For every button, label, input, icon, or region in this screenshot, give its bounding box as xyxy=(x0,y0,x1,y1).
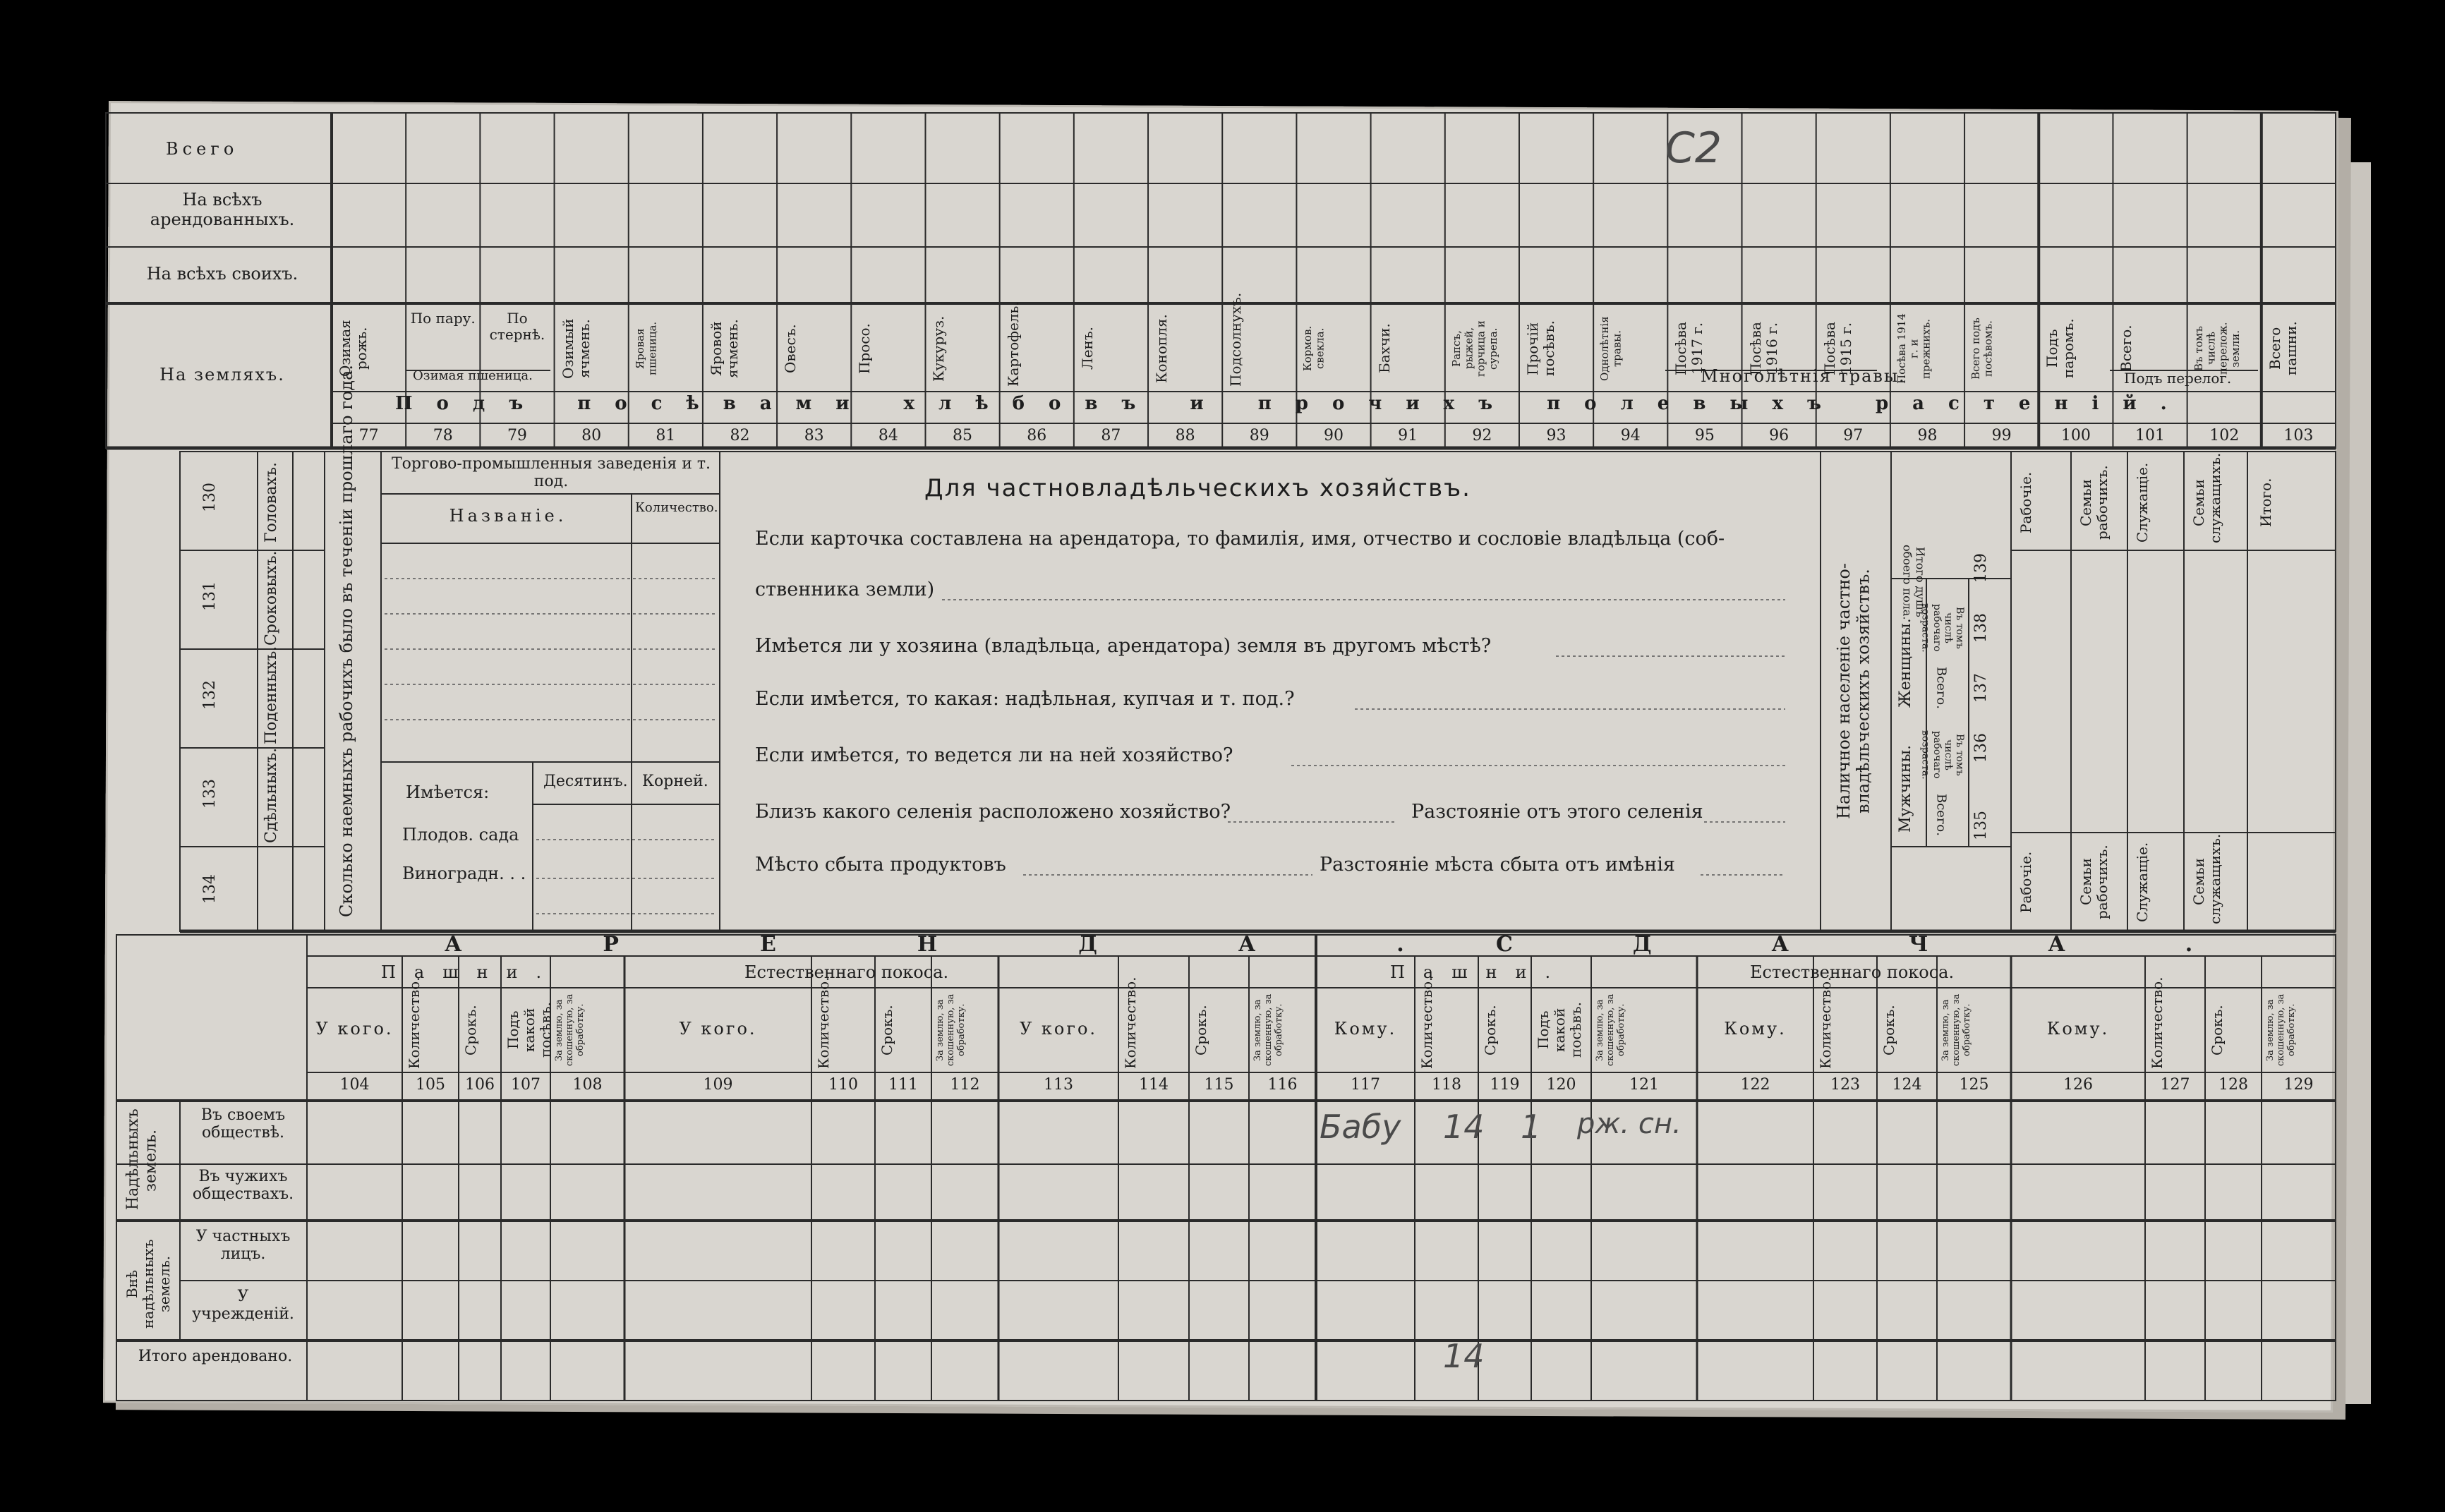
top-col-number: 77 xyxy=(358,427,379,444)
staff-col-top: Рабочіе. xyxy=(2017,471,2034,534)
question-other-land: Имѣется ли у хозяина (владѣльца, арендатора) земля въ другомъ мѣстѣ? xyxy=(755,635,1492,657)
bottom-col-header: За землю, за скошенную, за обработку. xyxy=(554,993,586,1067)
top-col-header: Посѣва 1917 г. xyxy=(1672,322,1706,375)
bottom-col-header: У кого. xyxy=(1019,1019,1098,1039)
top-col-number: 92 xyxy=(1472,427,1492,444)
hired-col-number: 131 xyxy=(201,581,219,611)
top-col-number: 85 xyxy=(953,427,973,444)
bottom-col-number: 104 xyxy=(339,1076,370,1094)
bottom-col-header: Кому. xyxy=(1334,1019,1397,1039)
allotment-lands-label: Надѣльныхъ земель. xyxy=(124,1108,160,1210)
population-number: 136 xyxy=(1972,733,1990,763)
bottom-col-number: 108 xyxy=(572,1076,603,1094)
top-col-number: 102 xyxy=(2209,427,2240,444)
staff-col-bottom: Семьи рабочихъ. xyxy=(2077,845,2111,919)
staff-col-top: Итого. xyxy=(2257,478,2274,528)
handwritten-komu: Бабу xyxy=(1320,1108,1401,1146)
bottom-col-number: 125 xyxy=(1959,1076,1989,1094)
perennial-grass-group: Многолѣтнія травы. xyxy=(1701,366,1906,386)
handwritten-quantity: 14 xyxy=(1443,1108,1485,1146)
top-col-number: 87 xyxy=(1101,427,1121,444)
question-village-distance: Разстояніе отъ этого селенія xyxy=(1411,801,1703,823)
trade-title: Торгово-промышленныя заведенія и т. под. xyxy=(391,455,711,491)
row-total-label: Всего xyxy=(166,139,239,159)
top-col-number: 99 xyxy=(1991,427,2012,444)
top-col-header: Ленъ. xyxy=(1078,327,1096,370)
bottom-col-number: 106 xyxy=(465,1076,495,1094)
top-col-number: 84 xyxy=(878,427,898,444)
bottom-col-number: 127 xyxy=(2160,1076,2190,1094)
bottom-col-number: 112 xyxy=(950,1076,980,1094)
hired-col-number: 132 xyxy=(201,680,219,710)
women-label: Женщины. xyxy=(1897,618,1914,708)
top-col-number: 100 xyxy=(2060,427,2091,444)
bottom-col-header: Кому. xyxy=(2046,1019,2110,1039)
top-col-header: Яровая пшеница. xyxy=(633,321,658,376)
top-col-number: 78 xyxy=(433,427,453,444)
total-both-sexes: Итого душъ обоего пола. xyxy=(1900,544,1927,620)
top-col-header: Всего пашни. xyxy=(2266,321,2300,376)
top-col-number: 97 xyxy=(1843,427,1864,444)
question-village: Близъ какого селенія расположено хозяйство? xyxy=(755,801,1231,823)
private-farms-heading: Для частновладѣльческихъ хозяйствъ. xyxy=(924,474,1471,502)
arenda-title: АРЕНДА. xyxy=(445,932,1545,957)
sowing-band: Подъ посѣвами хлѣбовъ и прочихъ полевыхъ растеній. xyxy=(395,393,2191,414)
sdacha-hay: Естественнаго покоса. xyxy=(1750,962,1955,982)
top-col-header: Всего подъ посѣвомъ. xyxy=(1969,317,1995,380)
bottom-col-number: 113 xyxy=(1044,1076,1073,1094)
bottom-col-header: Количество. xyxy=(815,976,832,1069)
women-total: Всего. xyxy=(1933,667,1949,709)
top-col-number: 82 xyxy=(730,427,750,444)
row-lands-label: На земляхъ. xyxy=(159,365,285,385)
bottom-col-number: 123 xyxy=(1830,1076,1860,1094)
top-col-header: Посѣва 1916 г. xyxy=(1746,322,1780,375)
top-col-number: 103 xyxy=(2283,427,2314,444)
bottom-col-header: Срокъ. xyxy=(1482,1005,1499,1056)
bottom-col-number: 115 xyxy=(1204,1076,1234,1094)
bottom-col-number: 121 xyxy=(1629,1076,1659,1094)
staff-col-top: Служащіе. xyxy=(2134,462,2151,543)
top-col-header: По стернѣ. xyxy=(489,310,545,343)
top-col-header: Бахчи. xyxy=(1375,323,1393,374)
fallow-group: Подъ перелог. xyxy=(2124,370,2232,387)
bottom-col-number: 129 xyxy=(2283,1076,2314,1094)
top-col-number: 88 xyxy=(1175,427,1195,444)
bottom-col-header: Срокъ. xyxy=(879,1005,895,1056)
top-col-header: Яровой ячмень. xyxy=(707,319,741,378)
hired-col-number: 130 xyxy=(201,483,219,512)
desyatin-header: Десятинъ. xyxy=(543,773,628,790)
bottom-col-header: У кого. xyxy=(315,1019,394,1039)
top-col-header: Однолѣтнія травы. xyxy=(1598,316,1624,381)
top-col-header: Подъ паромъ. xyxy=(2043,318,2077,379)
staff-col-bottom: Служащіе. xyxy=(2134,842,2151,922)
bottom-col-header: Подъ какой посѣвъ. xyxy=(505,1002,554,1058)
question-farming: Если имѣется, то ведется ли на ней хозяйство? xyxy=(755,744,1233,766)
hired-col-label: Сдѣльныхъ. xyxy=(262,747,280,843)
handwritten-crop: рж. сн. xyxy=(1577,1108,1682,1140)
bottom-col-header: Количество. xyxy=(1418,976,1435,1069)
top-col-number: 80 xyxy=(581,427,602,444)
top-col-number: 89 xyxy=(1249,427,1269,444)
top-col-number: 93 xyxy=(1546,427,1566,444)
hired-col-number: 134 xyxy=(201,874,219,904)
population-number: 139 xyxy=(1972,553,1990,583)
top-col-number: 94 xyxy=(1620,427,1641,444)
bottom-col-header: За землю, за скошенную, за обработку. xyxy=(2265,993,2297,1067)
top-col-header: Въ томъ числѣ перелож. земли. xyxy=(2192,322,2242,375)
question-market-distance: Разстояніе мѣста сбыта отъ имѣнія xyxy=(1320,854,1675,876)
bottom-col-header: У кого. xyxy=(679,1019,757,1039)
women-working-age: Въ томъ числѣ рабочаго возраста. xyxy=(1919,603,1965,653)
top-col-number: 90 xyxy=(1323,427,1344,444)
top-col-header: Кукуруз. xyxy=(930,315,948,382)
staff-col-top: Семьи рабочихъ. xyxy=(2077,465,2111,540)
handwritten-total: 14 xyxy=(1443,1337,1485,1375)
bottom-col-number: 126 xyxy=(2063,1076,2093,1094)
population-number: 137 xyxy=(1972,673,1990,703)
bottom-col-header: За землю, за скошенную, за обработку. xyxy=(1252,993,1284,1067)
top-col-header: Посѣва 1915 г. xyxy=(1821,322,1854,375)
top-col-header: По пару. xyxy=(410,310,476,327)
top-col-header: Кормов. свекла. xyxy=(1301,325,1327,372)
row-total-rented: Итого арендовано. xyxy=(138,1348,293,1365)
handwritten-sheet-code: С2 xyxy=(1665,123,1722,173)
bottom-col-header: Количество. xyxy=(406,976,423,1069)
bottom-col-number: 109 xyxy=(703,1076,733,1094)
hired-workers-title: Сколько наемныхъ рабочихъ было въ теченіи прошлаго года. xyxy=(337,365,356,917)
top-col-header: Озимая рожь. xyxy=(337,320,370,377)
top-col-number: 96 xyxy=(1769,427,1789,444)
row-other-community: Въ чужихъ обществахъ. xyxy=(192,1168,294,1204)
staff-col-bottom: Рабочіе. xyxy=(2017,851,2034,913)
bottom-col-number: 111 xyxy=(888,1076,918,1094)
bottom-col-header: Срокъ. xyxy=(2209,1005,2226,1056)
top-col-header: Овесъ. xyxy=(782,324,799,373)
men-label: Мужчины. xyxy=(1897,744,1914,833)
bottom-col-header: Количество. xyxy=(2149,976,2166,1069)
hired-col-label: Головахъ. xyxy=(262,462,280,543)
row-institutions: У учрежденій. xyxy=(192,1288,294,1324)
hired-col-number: 133 xyxy=(201,779,219,809)
bottom-col-number: 110 xyxy=(828,1076,858,1094)
arenda-hay: Естественнаго покоса. xyxy=(744,962,949,982)
population-title: Наличное населеніе частно-владѣльческихъ хозяйствъ. xyxy=(1834,563,1873,820)
hired-col-label: Сроковыхъ. xyxy=(262,550,280,646)
top-col-header: Всего. xyxy=(2118,325,2135,373)
bottom-col-number: 107 xyxy=(511,1076,541,1094)
bottom-col-number: 117 xyxy=(1351,1076,1380,1094)
staff-col-bottom: Семьи служащихъ. xyxy=(2190,833,2223,924)
bottom-col-number: 105 xyxy=(416,1076,445,1094)
question-owner-line2: ственника земли) xyxy=(755,579,935,600)
top-col-number: 98 xyxy=(1917,427,1938,444)
bottom-col-header: Подъ какой посѣвъ. xyxy=(1535,1002,1584,1058)
bottom-col-header: За землю, за скошенную, за обработку. xyxy=(1595,993,1626,1067)
bottom-col-header: Срокъ. xyxy=(1193,1005,1209,1056)
bottom-col-number: 122 xyxy=(1740,1076,1770,1094)
handwritten-term: 1 xyxy=(1521,1108,1542,1146)
sdacha-arable: Пашни. xyxy=(1390,962,1569,982)
top-col-header: Просо. xyxy=(856,323,874,374)
non-allotment-lands-label: Внѣ надѣльныхъ земель. xyxy=(123,1239,173,1329)
top-col-header: Прочій посѣвъ. xyxy=(1523,320,1557,377)
row-own-label: На всѣхъ своихъ. xyxy=(146,264,298,284)
bottom-col-header: Количество. xyxy=(1122,976,1139,1069)
row-own-community: Въ своемъ обществѣ. xyxy=(200,1106,286,1142)
bottom-col-number: 128 xyxy=(2218,1076,2248,1094)
bottom-col-number: 120 xyxy=(1546,1076,1576,1094)
row-rented-label: На всѣхъ арендованныхъ. xyxy=(150,190,295,229)
top-col-number: 79 xyxy=(507,427,527,444)
question-land-type: Если имѣется, то какая: надѣльная, купчая и т. под.? xyxy=(755,688,1295,710)
staff-col-top: Семьи служащихъ. xyxy=(2190,452,2223,543)
top-col-number: 86 xyxy=(1027,427,1047,444)
population-number: 138 xyxy=(1972,613,1990,643)
top-col-number: 81 xyxy=(656,427,676,444)
top-col-header: Озимый ячмень. xyxy=(559,318,593,379)
bottom-col-number: 124 xyxy=(1892,1076,1922,1094)
hired-col-label: Поденныхъ. xyxy=(262,646,280,744)
bottom-col-header: Количество. xyxy=(1817,976,1834,1069)
top-col-header: Конопля. xyxy=(1153,314,1171,383)
bottom-col-header: За землю, за скошенную, за обработку. xyxy=(935,993,967,1067)
sdacha-title: СДАЧА. xyxy=(1496,932,2313,957)
men-working-age: Въ томъ числѣ рабочаго возраста. xyxy=(1919,730,1965,780)
top-col-number: 83 xyxy=(804,427,824,444)
trade-qty-header: Количество. xyxy=(635,500,718,515)
top-col-header: Рапсъ, рыжей, горчица и сурепа. xyxy=(1449,320,1499,377)
bottom-col-header: Срокъ. xyxy=(1880,1005,1897,1056)
bottom-col-number: 114 xyxy=(1139,1076,1169,1094)
bottom-col-header: За землю, за скошенную, за обработку. xyxy=(1940,993,1972,1067)
question-market: Мѣсто сбыта продуктовъ xyxy=(755,854,1006,876)
trade-name-header: Названіе. xyxy=(449,506,567,526)
top-col-number: 95 xyxy=(1694,427,1715,444)
population-number: 135 xyxy=(1972,811,1990,840)
arenda-arable: Пашни. xyxy=(381,962,560,982)
bottom-col-number: 118 xyxy=(1432,1076,1461,1094)
winter-wheat-group: Озимая пшеница. xyxy=(413,368,533,383)
top-col-number: 101 xyxy=(2135,427,2166,444)
men-total: Всего. xyxy=(1933,794,1949,836)
roots-header: Корней. xyxy=(642,773,708,790)
has-label: Имѣется: xyxy=(406,782,490,802)
bottom-col-header: Срокъ. xyxy=(462,1005,479,1056)
vineyard-label: Виноградн. . . xyxy=(402,864,526,883)
top-col-header: Картофель. xyxy=(1004,301,1022,387)
top-col-header: Подсолнухъ. xyxy=(1227,292,1245,387)
top-col-number: 91 xyxy=(1398,427,1418,444)
top-col-header: Посѣва 1914 г. и прежнихъ. xyxy=(1895,313,1933,384)
orchard-label: Плодов. сада xyxy=(402,825,519,845)
bottom-col-number: 116 xyxy=(1267,1076,1298,1094)
bottom-col-header: Кому. xyxy=(1724,1019,1787,1039)
row-private-persons: У частныхъ лицъ. xyxy=(195,1228,291,1264)
question-owner-line1: Если карточка составлена на арендатора, то фамилія, имя, отчество и сословіе владѣльца (соб- xyxy=(755,528,1725,550)
bottom-col-number: 119 xyxy=(1490,1076,1520,1094)
